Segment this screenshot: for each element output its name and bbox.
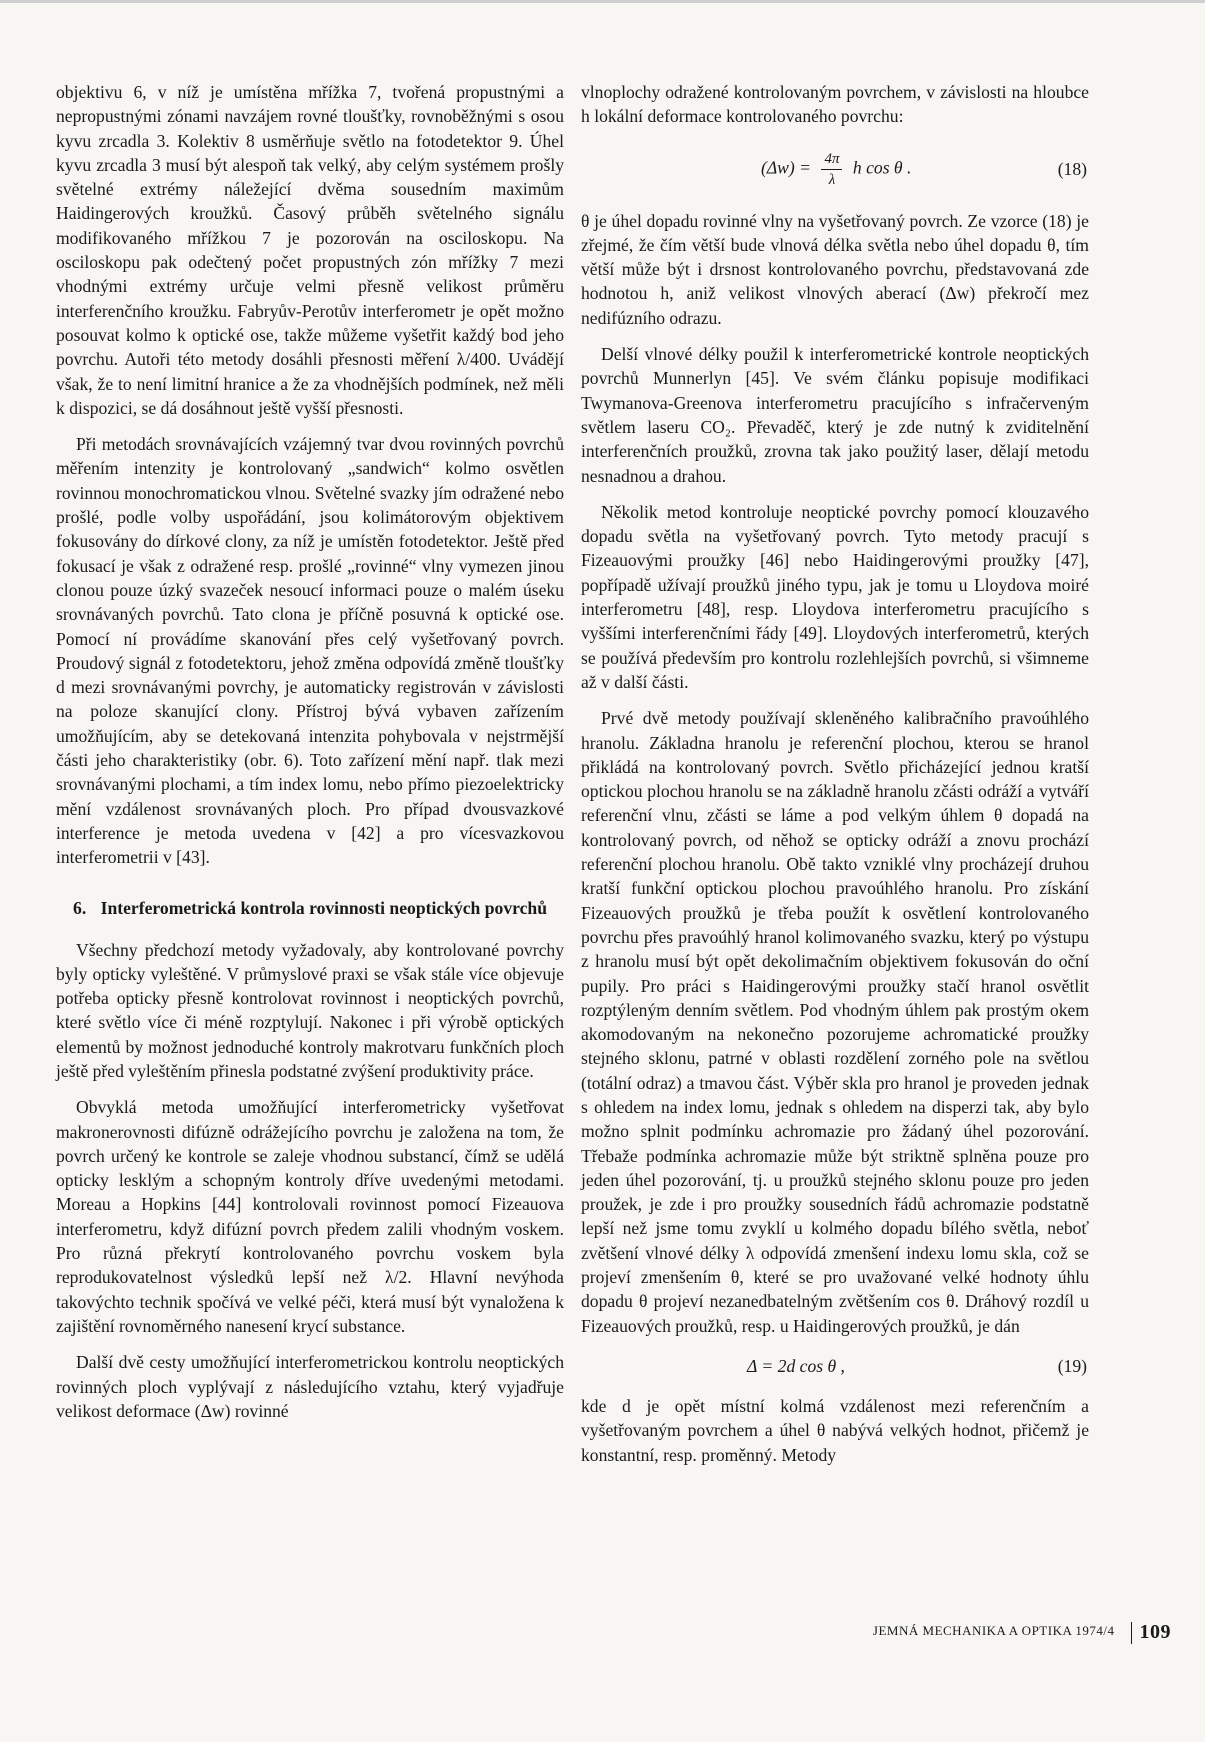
paragraph: Prvé dvě metody používají skleněného kalibračního pravoúhlého hranolu. Základna hranolu je referenční plochou, kterou se hranol přikládá na kontrolovaný povrch. Světlo přicházející jednou kratší optickou plochou hranolu se na základně hranolu zčásti odráží a vytváří referenční vlnu, zčásti se láme a pod velkým úhlem θ dopadá na kontrolovaný povrch, od něhož se opticky odráží a znovu prochází referenční plochou hranolu. Obě takto vzniklé vlny procházejí druhou kratší funkční optickou plochou pravoúhlého hranolu. Pro získání Fizeauových proužků je třeba použít k osvětlení kontrolovaného povrchu přes pravoúhlý hranol kolimovaného svazku, který po výstupu z hranolu musí být opět dekolimačním objektivem fokusován do oční pupily. Pro práci s Haidingerovými proužky stačí hranol osvětlit rozptýleným denním světlem. Pod vhodným úhlem pak prostým okem akomodovaným na nekonečno pozorujeme achromatické proužky stejného sklonu, patrné v oblasti rozdělení zorného pole na světlou (totální odraz) a tmavou část. Výběr skla pro hranol je proveden jednak s ohledem na index lomu, jednak s ohledem na disperzi tak, aby bylo možno splnit podmínku achromazie pro žádaný úhel pozorování. Třebaže podmínka achromazie může být striktně splněna pouze pro jeden úhel pozorování, tj. u proužků stejného sklonu pouze pro jeden proužek, je zde i pro proužky sousedních řádů achromazie podstatně lepší než jsme tomu zvyklí u kolmého dopadu bílého světla, neboť zvětšení vlnové délky λ odpovídá zmenšení indexu lomu skla, což se projeví zmenšením θ, které se pro uvažované velké hodnoty úhlu dopadu θ projeví nezanedbatelným zvětšením cos θ. Dráhový rozdíl u Fizeauových proužků, resp. u Haidingerových proužků, je dán xyxy=(581,708,1089,1336)
equation-19 xyxy=(581,1350,1089,1384)
paragraph: Několik metod kontroluje neoptické povrchy pomocí klouzavého dopadu světla na vyšetřovaný povrch. Tyto metody pracují s Fizeauovými proužky [46] nebo Haidingerovými proužky [47], popřípadě užívají proužků jiného typu, jak je tomu u Lloydova moiré interferometru [48], resp. Lloydova interferometru pracujícího s vyššími interferenčními řády [49]. Lloydových interferometrů, kterých se používá především pro kontrolu rozlehlejších povrchů, si všimneme až v další části. xyxy=(581,501,1089,692)
top-rule xyxy=(0,0,1205,3)
paragraph: Při metodách srovnávajících vzájemný tvar dvou rovinných povrchů měřením intenzity je kontrolovaný „sandwich“ kolmo osvětlen rovinnou monochromatickou vlnou. Světelné svazky jím odražené nebo prošlé, podle volby uspořádání, jsou kolimátorovým objektivem fokusovány do dírkové clony, za níž je umístěn fotodetektor. Ještě před fokusací je však z odražené resp. prošlé „rovinné“ vlny vymezen jinou clonou pouze úzký svazeček nesoucí informaci pouze o malém úseku srovnávaných povrchů. Tato clona je příčně posuvná k optické ose. Pomocí ní provádíme skanování přes celý vyšetřovaný povrch. Proudový signál z fotodetektoru, jehož změna odpovídá změně tloušťky d mezi srovnávanými povrchy, je automaticky registrován v závislosti na poloze skanující clony. Přístroj bývá vybaven zařízením umožňujícím, aby se detekovaná intenzita pohybovala v nejstrmější části jeho charakteristiky (obr. 6). Toto zařízení mění např. tlak mezi srovnávanými plochami, a tím index lomu, nebo přímo piezoelektricky mění vzdálenost srovnávaných ploch. Pro případ dvousvazkové interference je metoda uvedena v [42] a pro vícesvazkovou interferometrii v [43]. xyxy=(56,434,564,868)
section-heading xyxy=(66,896,554,920)
equation-fraction xyxy=(821,149,842,190)
equation-lhs: (Δw) = xyxy=(761,157,812,178)
paragraph: Delší vlnové délky použil k interferometrické kontrole neoptických povrchů Munnerlyn [45]. Ve svém článku popisuje modifikaci Twymanova-Greenova interferometru pracujícího s infračerveným světlem laseru CO₂. Převaděč, který je zde nutný k zviditelnění interferenčních proužků, zrovna tak jako použitý laser, dělají metodu nesnadnou a drahou. xyxy=(581,344,1089,486)
page-footer xyxy=(721,1621,1171,1644)
footer-divider xyxy=(1131,1622,1132,1644)
equation-formula: Δ = 2d cos θ , xyxy=(747,1355,845,1376)
paragraph: kde d je opět místní kolmá vzdálenost mezi referenčním a vyšetřovaným povrchem a úhel θ nabývá velkých hodnot, přičemž je konstantní, resp. proměnný. Metody xyxy=(581,1395,1089,1465)
paragraph: objektivu 6, v níž je umístěna mřížka 7, tvořená propustnými a nepropustnými zónami navzájem rovné tloušťky, rovnoběžnými s osou kyvu zrcadla 3. Kolektiv 8 usměrňuje světlo na fotodetektor 9. Úhel kyvu zrcadla 3 musí být alespoň tak velký, aby celým systémem prošly světelné extrémy náležející dvěma sousedním maximům Haidingerových kroužků. Časový průběh světelného signálu modifikovaného mřížkou 7 je pozorován na osciloskopu. Na osciloskopu pak odečtený počet propustných zón mřížky 7 mezi vhodnými extrémy určuje velmi přesně velikost průměru interferenčního kroužku. Fabryův-Perotův interferometr je opět možno posouvat kolmo k optické ose, takže můžeme vyšetřit každý bod jeho povrchu. Autoři této metody dosáhli přesnosti měření λ/400. Uvádějí však, že to není limitní hranice a že za vhodnějších podmínek, než měli k dispozici, se dá dosáhnout ještě vyšší přesnosti. xyxy=(56,82,564,418)
paragraph: Obvyklá metoda umožňující interferometricky vyšetřovat makronerovnosti difúzně odrážejícího povrchu je založena na tom, že povrch určený ke kontrole se zaleje vhodnou substancí, čímž se udělá opticky lesklým a schopným kontroly dříve uvedenými metodami. Moreau a Hopkins [44] kontrolovali rovinnost pomocí Fizeauova interferometru, když difúzní povrch předem zalili vhodným voskem. Pro různá překrytí kontrolovaného povrchu voskem byla reprodukovatelnost výsledků lepší než λ/2. Hlavní nevýhoda takovýchto technik spočívá ve velké péči, která musí být vynaložena k zajištění rovnoměrného nanesení krycí substance. xyxy=(56,1097,564,1336)
paragraph: θ je úhel dopadu rovinné vlny na vyšetřovaný povrch. Ze vzorce (18) je zřejmé, že čím větší bude vlnová délka světla nebo úhel dopadu θ, tím větší může být i drsnost kontrolovaného povrchu, představovaná zde hodnotou h, aniž velikost vlnových aberací (Δw) překročí mez nedifúzního odrazu. xyxy=(581,210,1089,328)
fraction-denominator: λ xyxy=(828,171,836,188)
equation-rhs: h cos θ . xyxy=(852,157,912,178)
fraction-numerator: 4π xyxy=(821,149,842,170)
equation-number: (19) xyxy=(1057,1355,1087,1376)
journal-name: JEMNÁ MECHANIKA A OPTIKA 1974/4 xyxy=(872,1623,1115,1639)
section-title: Interferometrická kontrola rovinnosti neoptických povrchů xyxy=(100,897,547,918)
paragraph: Všechny předchozí metody vyžadovaly, aby kontrolované povrchy byly opticky vyleštěné. V průmyslové praxi se však stále více objevuje potřeba opticky přesně kontrolovat rovinnost i neoptických povrchů, které světlo více či méně rozptylují. Nakonec i při výrobě optických elementů by možnost jednoduché kontroly makrotvaru funkčních ploch ještě před vyleštěním přinesla podstatné zvýšení produktivity práce. xyxy=(56,939,564,1081)
page-number: 109 xyxy=(1139,1621,1171,1643)
equation-number: (18) xyxy=(1057,158,1087,179)
paragraph: vlnoplochy odražené kontrolovaným povrchem, v závislosti na hloubce h lokální deformace kontrolovaného povrchu: xyxy=(581,82,1089,127)
equation-formula xyxy=(761,149,911,190)
right-column xyxy=(581,80,1089,1479)
section-number: 6. xyxy=(73,897,87,918)
paragraph: Další dvě cesty umožňující interferometrickou kontrolu neoptických rovinných ploch vyplývají z následujícího vztahu, který vyjadřuje velikost deformace (Δw) rovinné xyxy=(56,1352,564,1421)
equation-18 xyxy=(581,141,1089,195)
left-column xyxy=(56,80,564,1435)
